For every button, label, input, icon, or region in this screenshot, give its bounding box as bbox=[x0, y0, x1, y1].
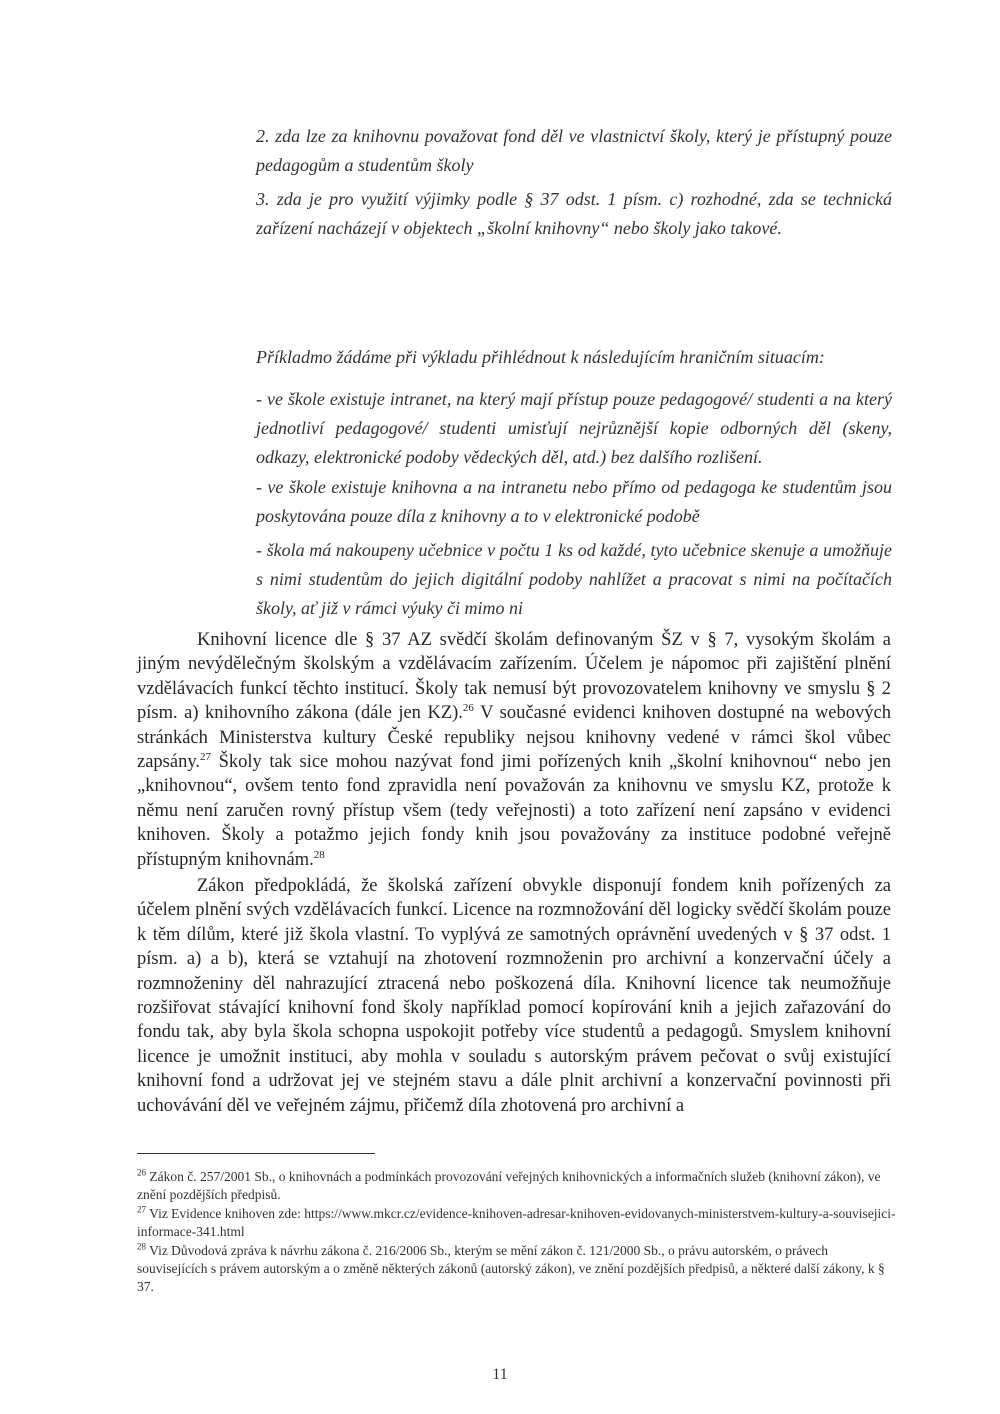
footnote-number: 28 bbox=[137, 1241, 146, 1252]
footnote-27 bbox=[137, 1205, 897, 1241]
paragraph-1-part-b: V současné evidenci knihoven dostupné na webových stránkách Ministerstva kultury České republiky nejsou knihovny vedené v rámci škol vůbec zapsány. bbox=[137, 703, 891, 773]
footnote-divider bbox=[137, 1153, 375, 1154]
paragraph-1-part-a: Knihovní licence dle § 37 AZ svědčí školám definovaným ŠZ v § 7, vysokým školám a jiným nevýdělečným školským a vzdělávacím zařízením. Účelem je nápomoc při zajištění plnění vzdělávacích funkcí těchto institucí. Školy tak nemusí být provozovatelem knihovny ve smyslu § 2 písm. a) knihovního zákona (dále jen KZ). bbox=[137, 630, 891, 724]
footnote-28 bbox=[137, 1242, 897, 1296]
footnote-text: Viz Důvodová zpráva k návrhu zákona č. 216/2006 Sb., kterým se mění zákon č. 121/2000 Sb., o právu autorském, o právech souvisejících s právem autorským a o změně některých zákonů (autorský zákon), ve znění pozdějších předpisů, a některé další zákony, k § 37. bbox=[137, 1243, 885, 1294]
situation-item-1: - ve škole existuje intranet, na který mají přístup pouze pedagogové/ studenti a na který jednotliví pedagogové/ studenti umisťují nejrůznější kopie odborných děl (skeny, odkazy, elektronické podoby vědeckých děl, atd.) bez dalšího rozlišení. bbox=[256, 389, 892, 467]
question-2: 2. zda lze za knihovnu považovat fond děl ve vlastnictví školy, který je přístupný pouze pedagogům a studentům školy bbox=[256, 126, 892, 175]
footnotes-section bbox=[137, 1168, 897, 1297]
situations-intro: Příkladmo žádáme při výkladu přihlédnout k následujícím hraničním situacím: bbox=[256, 347, 825, 367]
body-paragraph-2: Zákon předpokládá, že školská zařízení obvykle disponují fondem knih pořízených za účelem plnění svých vzdělávacích funkcí. Licence na rozmnožování děl logicky svědčí školám pouze k těm dílům, které již škola vlastní. To vyplývá ze samotných oprávnění uvedených v § 37 odst. 1 písm. a) a b), která se vztahují na zhotovení rozmnoženin pro archivní a konzervační účely a rozmnoženiny děl nahrazující ztracená nebo poškozená díla. Knihovní licence tak neumožňuje rozšiřovat stávající knihovní fond školy například pomocí kopírování knih a jejich zařazování do fondu tak, aby byla škola schopna uspokojit potřeby více studentů a pedagogů. Smyslem knihovní licence je umožnit instituci, aby mohla v souladu s autorským právem pečovat o svůj existující knihovní fond a udržovat jej ve stejném stavu a dále plnit archivní a konzervační povinnosti při uchovávání děl ve veřejném zájmu, přičemž díla zhotovená pro archivní a bbox=[137, 876, 891, 1116]
situation-item-3: - škola má nakoupeny učebnice v počtu 1 ks od každé, tyto učebnice skenuje a umožňuje s nimi studentům do jejich digitální podoby nahlížet a pracovat s nimi na počítačích školy, ať již v rámci výuky či mimo ni bbox=[256, 540, 892, 618]
footnote-ref-28[interactable]: 28 bbox=[313, 848, 325, 861]
situation-item-2: - ve škole existuje knihovna a na intranetu nebo přímo od pedagoga ke studentům jsou poskytována pouze díla z knihovny a to v elektronické podobě bbox=[256, 477, 892, 526]
question-3: 3. zda je pro využití výjimky podle § 37 odst. 1 písm. c) rozhodné, zda se technická zařízení nacházejí v objektech „školní knihovny“ nebo školy jako takové. bbox=[256, 189, 892, 238]
footnote-number: 26 bbox=[137, 1167, 146, 1178]
footnote-ref-26[interactable]: 26 bbox=[462, 702, 474, 715]
footnote-26 bbox=[137, 1168, 897, 1204]
page-number: 11 bbox=[492, 1366, 508, 1383]
body-paragraph-1 bbox=[137, 628, 891, 872]
footnote-text: Zákon č. 257/2001 Sb., o knihovnách a podmínkách provozování veřejných knihovnických a informačních služeb (knihovní zákon), ve znění pozdějších předpisů. bbox=[137, 1169, 881, 1202]
paragraph-1-part-c: Školy tak sice mohou nazývat fond jimi pořízených knih „školní knihovnou“ nebo jen „knihovnou“, ovšem tento fond zpravidla není považován za knihovnu ve smyslu KZ, protože k němu není zaručen rovný přístup všem (tedy veřejnosti) a toto zařízení není zapsáno v evidenci knihoven. Školy a potažmo jejich fondy knih jsou považovány za instituce podobné veřejně přístupným knihovnám. bbox=[137, 752, 891, 870]
footnote-text[interactable]: Viz Evidence knihoven zde: https://www.mkcr.cz/evidence-knihoven-adresar-knihoven-evidovanych-ministerstvem-kultury-a-souvisejici-informace-341.html bbox=[137, 1206, 896, 1239]
footnote-number: 27 bbox=[137, 1204, 146, 1215]
footnote-ref-27[interactable]: 27 bbox=[200, 750, 212, 763]
